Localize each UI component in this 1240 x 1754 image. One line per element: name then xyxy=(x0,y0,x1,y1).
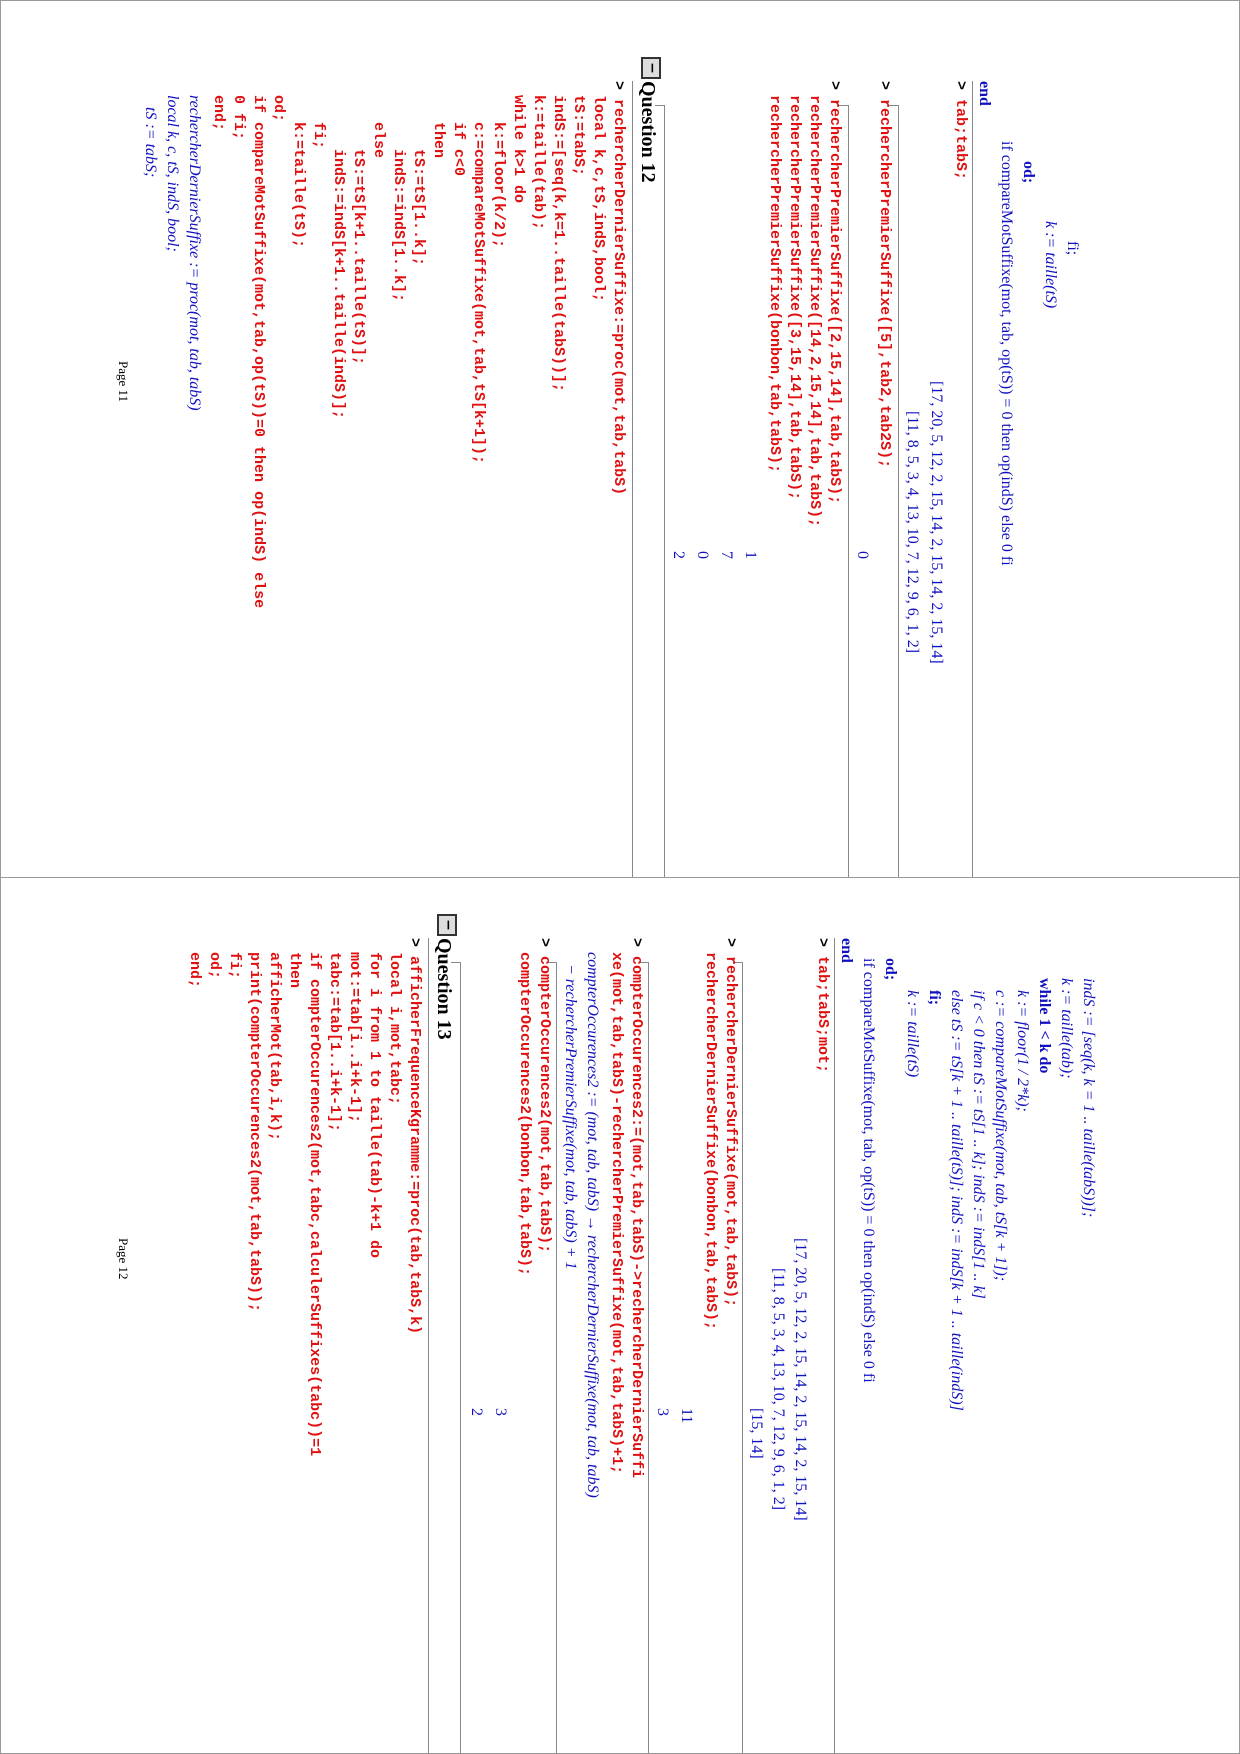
divider xyxy=(742,962,743,1754)
maple-input[interactable]: > rechercherPremierSuffixe([2,15,14],tab,tabS); xyxy=(826,81,843,505)
code-line[interactable]: tS:=tS[1..k]; xyxy=(410,95,427,267)
page-11-content xyxy=(111,62,1121,841)
code-line[interactable]: k:=floor(k/2); xyxy=(490,95,507,249)
divider xyxy=(632,81,633,878)
divider xyxy=(972,81,973,878)
collapse-section-button[interactable]: − xyxy=(641,57,661,79)
output-line: 7 xyxy=(718,551,735,559)
code-line[interactable]: then xyxy=(286,952,303,989)
code-line[interactable]: if compareMotSuffixe(mot,tab,op(tS))=0 then op(indS) else xyxy=(250,95,267,609)
collapse-section-button[interactable]: − xyxy=(437,914,457,936)
divider xyxy=(460,962,461,1754)
code-line[interactable]: local i,mot,tabc; xyxy=(386,952,403,1106)
output-line: 1 xyxy=(742,551,759,559)
echo-line: k := floor(1 / 2*k); xyxy=(1014,978,1031,1112)
page-12-content xyxy=(91,919,1101,1718)
prompt-icon: > xyxy=(876,81,893,91)
echo-line: k := taille(tab); xyxy=(1058,978,1075,1079)
code-line[interactable]: 0 fi; xyxy=(230,95,247,141)
prompt-icon: > xyxy=(628,938,645,948)
maple-input[interactable]: > compterOccurences2(mot,tab,tabS); xyxy=(536,938,553,1254)
output-line: 3 xyxy=(492,1408,509,1416)
output-line: 0 xyxy=(694,551,711,559)
code-line[interactable]: afficherMot(tab,i,k); xyxy=(266,952,283,1142)
maple-input[interactable]: > rechercherDernierSuffixe:=proc(mot,tab,tabS) xyxy=(610,81,627,496)
echo-line: indS := [seq(k, k = 1 .. taille(tabS))]; xyxy=(1080,978,1097,1218)
maple-input[interactable]: > tab;tabS; xyxy=(952,81,969,181)
code-line[interactable]: then xyxy=(430,95,447,159)
code-line[interactable]: indS:=[seq(k,k=1..taille(tabS))]; xyxy=(550,95,567,393)
maple-input-line[interactable]: rechercherPremierSuffixe([14,2,15,14],tab,tabS); xyxy=(806,95,823,528)
prompt-icon: > xyxy=(406,938,423,948)
echo-line: local k, c, tS, indS, bool; xyxy=(164,95,181,252)
output-line: 0 xyxy=(854,551,871,559)
page-number: Page 11 xyxy=(116,361,131,403)
prompt-icon: > xyxy=(826,81,843,91)
code-line[interactable]: fi; xyxy=(226,952,243,980)
echo-line: fi; xyxy=(926,978,943,1006)
code-line[interactable]: end; xyxy=(210,95,227,132)
prompt-icon: > xyxy=(722,938,739,948)
divider xyxy=(428,938,429,1754)
code-line[interactable]: c:=compareMotSuffixe(mot,tab,tS[k+1]); xyxy=(470,95,487,465)
maple-input-line[interactable]: compterOccurences2(bonbon,tab,tabS); xyxy=(516,952,533,1277)
output-line: 2 xyxy=(670,551,687,559)
echo-line: − rechercherPremierSuffixe(mot, tab, tabS) + 1 xyxy=(562,952,579,1270)
code-line[interactable]: indS:=indS[1..k]; xyxy=(390,95,407,303)
code-line[interactable]: od; xyxy=(270,95,287,123)
maple-input-line[interactable]: rechercherPremierSuffixe(bonbon,tab,tabS); xyxy=(766,95,783,474)
code-line: fi; xyxy=(1064,241,1081,256)
code-line[interactable]: print(compterOccurences2(mot,tab,tabS)); xyxy=(246,952,263,1313)
maple-input-line[interactable]: rechercherDernierSuffixe(bonbon,tab,tabS); xyxy=(702,952,719,1331)
code-line[interactable]: for i from 1 to taille(tab)-k+1 do xyxy=(366,952,383,1259)
code-line[interactable]: if c<0 xyxy=(450,95,467,177)
echo-line: k := taille(tS) xyxy=(904,978,921,1078)
echo-line: if compareMotSuffixe(mot, tab, op(tS)) = 0 then op(indS) else 0 fi xyxy=(860,958,877,1383)
prompt-icon: > xyxy=(610,81,627,91)
code-line[interactable]: k:=taille(tS); xyxy=(290,95,307,249)
code-line[interactable]: indS:=indS[k+1..taille(indS)]; xyxy=(330,95,347,420)
output-line: [11, 8, 5, 3, 4, 13, 10, 7, 12, 9, 6, 1, 2] xyxy=(770,1268,787,1511)
maple-input[interactable]: > afficherFrequenceKgramme:=proc(tab,tabS,k) xyxy=(406,938,423,1335)
code-line: if compareMotSuffixe(mot, tab, op(tS)) = 0 then op(indS) else 0 fi xyxy=(998,141,1015,566)
maple-input-line[interactable]: rechercherPremierSuffixe([3,15,14],tab,tabS); xyxy=(786,95,803,501)
output-line: 11 xyxy=(678,1408,695,1424)
page-12 xyxy=(0,877,1240,1754)
code-line[interactable]: while k>1 do xyxy=(510,95,527,204)
code-line[interactable]: if compterOccurences2(mot,tabc,calculerSuffixes(tabc))=1 xyxy=(306,952,323,1457)
output-line: 2 xyxy=(468,1408,485,1416)
echo-line: tS := tabS; xyxy=(142,95,159,178)
code-line[interactable]: local k,c,tS,indS,bool; xyxy=(590,95,607,303)
code-line[interactable]: end; xyxy=(186,952,203,989)
divider xyxy=(898,105,899,878)
echo-line: compterOccurences2 := (mot, tab, tabS) → rechercherDernierSuffixe(mot, tab, tabS) xyxy=(584,952,601,1498)
maple-input[interactable]: > rechercherPremierSuffixe([5],tab2,tab2S); xyxy=(876,81,893,469)
code-line: k := taille(tS) xyxy=(1042,221,1059,309)
output-line: [17, 20, 5, 12, 2, 15, 14, 2, 15, 14, 2, 15, 14] xyxy=(792,1238,809,1521)
divider xyxy=(648,962,649,1754)
divider xyxy=(834,938,835,1754)
maple-input-line[interactable]: xe(mot,tab,tabS)-rechercherPremierSuffixe(mot,tab,tabS)+1; xyxy=(608,952,625,1475)
maple-input[interactable]: > compterOccurences2:=(mot,tab,tabS)->rechercherDernierSuffi xyxy=(628,938,645,1479)
code-line[interactable]: else xyxy=(370,95,387,159)
divider xyxy=(556,962,557,1754)
prompt-icon: > xyxy=(952,81,969,91)
divider xyxy=(848,105,849,878)
echo-line: if c < 0 then tS := tS[1 .. k]; indS := indS[1 .. k] xyxy=(970,978,987,1299)
code-line[interactable]: tabc:=tab[1..i+k-1]; xyxy=(326,952,343,1133)
echo-line: while 1 < k do xyxy=(1036,978,1053,1074)
code-line[interactable]: mot:=tab[i..i+k-1]; xyxy=(346,952,363,1124)
page-number: Page 12 xyxy=(116,1238,131,1280)
echo-line: c := compareMotSuffixe(mot, tab, tS[k + 1]); xyxy=(992,978,1009,1282)
section-title: Question 13 xyxy=(433,938,455,1040)
echo-line: else tS := tS[k + 1 .. taille(tS)]; indS := indS[k + 1 .. taille(indS)] xyxy=(948,978,965,1411)
output-line: [17, 20, 5, 12, 2, 15, 14, 2, 15, 14, 2, 15, 14] xyxy=(928,381,945,664)
maple-input[interactable]: > tab;tabS;mot; xyxy=(814,938,831,1074)
output-line: [15, 14] xyxy=(748,1408,765,1459)
code-line[interactable]: k:=taille(tab); xyxy=(530,95,547,231)
echo-line: rechercherDernierSuffixe := proc(mot, tab, tabS) xyxy=(186,95,203,411)
output-line: [11, 8, 5, 3, 4, 13, 10, 7, 12, 9, 6, 1, 2] xyxy=(904,411,921,654)
echo-line: od; xyxy=(882,958,899,981)
code-line[interactable]: tS:=tabS; xyxy=(570,95,587,177)
prompt-icon: > xyxy=(536,938,553,948)
prompt-icon: > xyxy=(814,938,831,948)
echo-line: end xyxy=(838,938,855,963)
code-line: od; xyxy=(1020,161,1037,184)
maple-input[interactable]: > rechercherDernierSuffixe(mot,tab,tabS); xyxy=(722,938,739,1308)
divider xyxy=(664,105,665,878)
code-line[interactable]: tS:=tS[k+1..taille(tS)]; xyxy=(350,95,367,366)
code-line[interactable]: fi; xyxy=(310,95,327,150)
code-line[interactable]: od; xyxy=(206,952,223,980)
output-line: 3 xyxy=(654,1408,671,1416)
code-line: end xyxy=(976,81,993,106)
section-title: Question 12 xyxy=(637,81,659,183)
